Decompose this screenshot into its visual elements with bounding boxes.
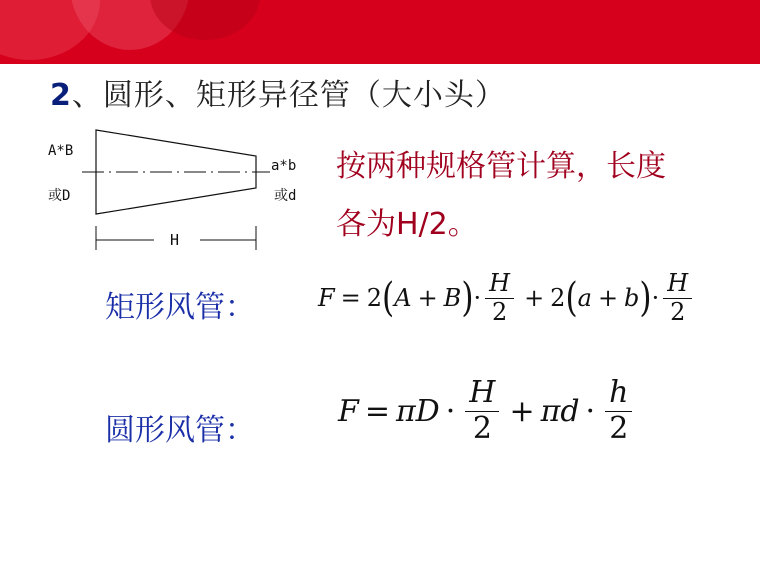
label-ab-lower: a*b [271,158,297,174]
reducer-diagram [40,120,320,260]
header-banner [0,0,760,64]
description [336,138,736,254]
label-or-d-lower: 或d [274,188,297,204]
rect-duct-formula: F = 2 ( A + B ) · $\frac{H}{2}$ + 2 ( a + b ) · $\frac{H}{2}$ [318,270,696,326]
slide-title [50,70,506,114]
description-line-2: 各为H/2。 [336,207,478,242]
title-number: 2 [50,78,72,113]
rect-duct-label: 矩形风管： [105,290,255,325]
label-or-d-upper: 或D [48,188,71,204]
description-line-1: 按两种规格管计算，长度 [336,149,666,184]
title-text: 、圆形、矩形异径管（大小头） [71,78,506,113]
label-ab-upper: A*B [48,143,74,159]
label-length-h: H [170,231,180,249]
round-duct-formula: F = πD · $\frac{H}{2}$ + πd · $\frac{h}{2}$ [338,376,636,446]
round-duct-label: 圆形风管： [105,413,255,448]
